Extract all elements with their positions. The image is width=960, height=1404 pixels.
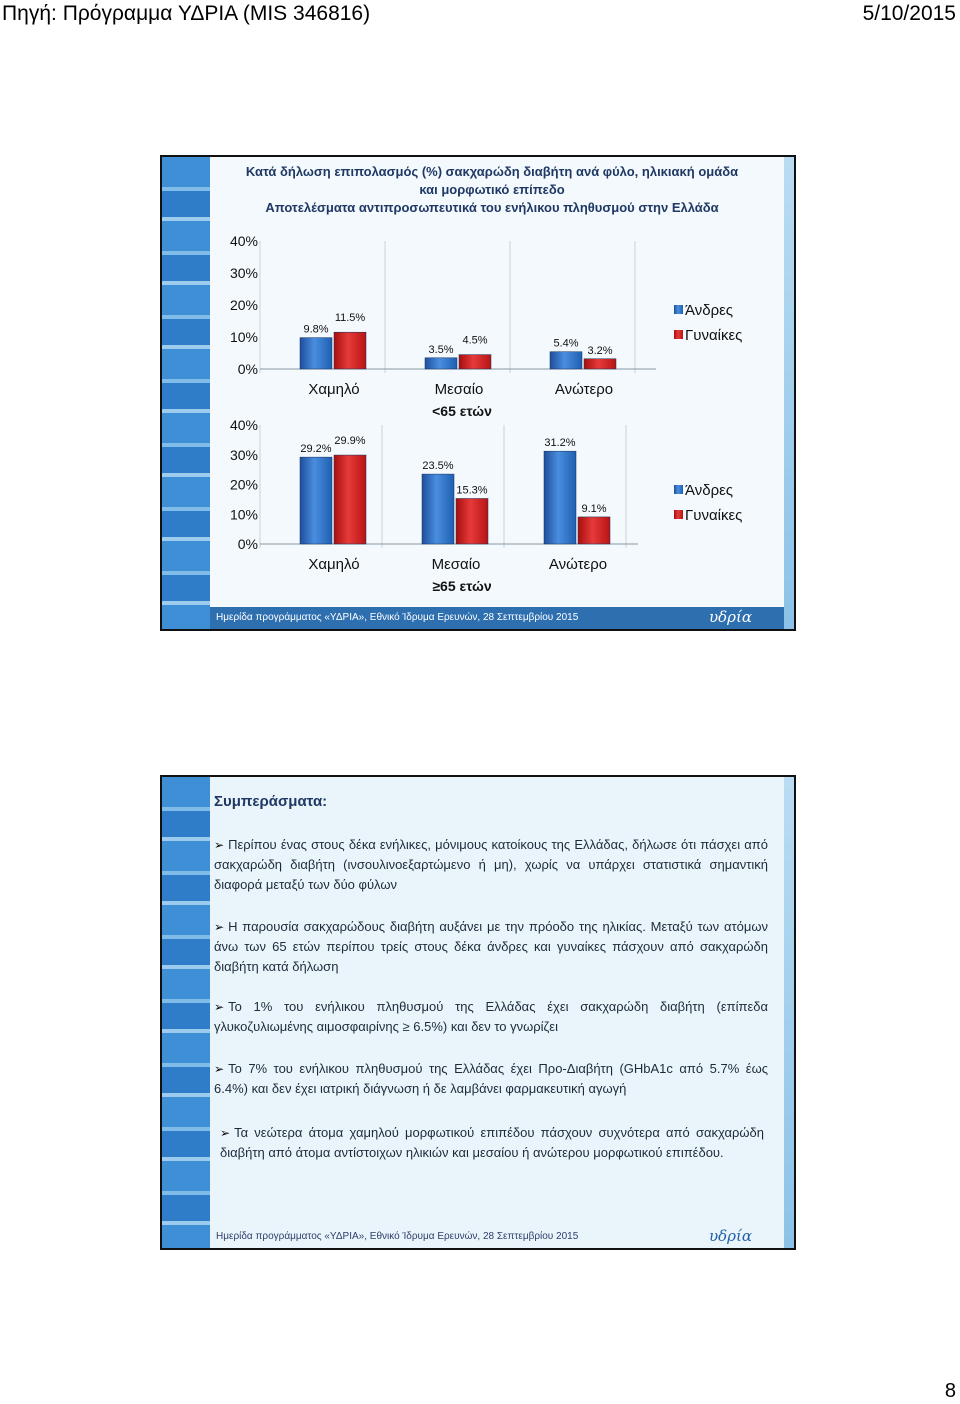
- bullet-text: Περίπου ένας στους δέκα ενήλικες, μόνιμους κατοίκους της Ελλάδας, δήλωσε ότι πάσχει από σακχαρώδη διαβήτη (ινσουλινοεξαρτώμενο ή μη), χωρίς να υπάρχει στατιστικά σημαντική διαφορά μεταξύ των δύο φύλων: [214, 837, 768, 892]
- y-tick-label: 10%: [229, 506, 258, 523]
- bullet-item: [214, 997, 768, 1037]
- y-tick-label: 30%: [229, 265, 258, 281]
- conclusions-heading: Συμπεράσματα:: [214, 793, 328, 810]
- arrow-bullet-icon: ➢: [214, 838, 225, 852]
- footer-text: Ημερίδα προγράμματος «ΥΔΡΙΑ», Εθνικό Ίδρυμα Ερευνών, 28 Σεπτεμβρίου 2015: [216, 612, 579, 623]
- legend-label: Γυναίκες: [685, 507, 743, 524]
- legend-swatch: [674, 305, 683, 314]
- bar: [550, 352, 582, 369]
- chart-slide: [160, 155, 796, 631]
- title-line-1: Κατά δήλωση επιπολασμός (%) σακχαρώδη διαβήτη ανά φύλο, ηλικιακή ομάδα: [245, 164, 739, 179]
- category-label: Χαμηλό: [308, 381, 360, 398]
- y-tick-label: 40%: [229, 233, 258, 249]
- y-tick-label: 30%: [229, 446, 258, 463]
- bar: [422, 474, 454, 544]
- category-label: Μεσαίο: [431, 556, 481, 573]
- group-label: <65 ετών: [432, 403, 492, 419]
- arrow-bullet-icon: ➢: [220, 1126, 231, 1140]
- bar: [459, 355, 491, 369]
- data-label: 5.4%: [553, 337, 579, 350]
- legend-label: Άνδρες: [685, 482, 734, 499]
- data-label: 9.8%: [303, 323, 329, 336]
- title-line-2: και μορφωτικό επίπεδο: [419, 182, 565, 197]
- data-label: 31.2%: [544, 437, 576, 450]
- bar: [334, 332, 366, 369]
- data-label: 11.5%: [334, 312, 366, 325]
- bullet-item: [214, 917, 768, 976]
- arrow-bullet-icon: ➢: [214, 1062, 225, 1076]
- data-label: 29.9%: [334, 435, 366, 448]
- bar: [300, 338, 332, 369]
- bullet-item: [214, 835, 768, 894]
- data-label: 23.5%: [422, 460, 454, 473]
- decorative-strip: [162, 777, 210, 1248]
- bullet-text: Το 1% του ενήλικου πληθυσμού της Ελλάδας έχει σακχαρώδη διαβήτη (επίπεδα γλυκοζυλιωμένης αιμοσφαιρίνης ≥ 6.5%) και δεν το γνωρίζει: [214, 999, 768, 1035]
- legend-swatch: [674, 485, 683, 494]
- ydria-logo: υδρία: [709, 608, 752, 626]
- bar: [544, 451, 576, 544]
- data-label: 3.5%: [428, 343, 454, 356]
- bar: [584, 359, 616, 369]
- data-label: 15.3%: [456, 484, 488, 497]
- bullet-item: [214, 1059, 768, 1099]
- conclusions-slide: [160, 775, 796, 1250]
- footer-text: Ημερίδα προγράμματος «ΥΔΡΙΑ», Εθνικό Ίδρυμα Ερευνών, 28 Σεπτεμβρίου 2015: [216, 1231, 579, 1242]
- data-label: 29.2%: [300, 443, 332, 456]
- y-tick-label: 40%: [229, 417, 258, 433]
- data-label: 3.2%: [587, 344, 613, 357]
- page-header: [0, 0, 960, 30]
- arrow-bullet-icon: ➢: [214, 1000, 225, 1014]
- bar: [425, 358, 457, 369]
- bullet-text: Το 7% του ενήλικου πληθυσμού της Ελλάδας έχει Προ-Διαβήτη (GHbA1c από 5.7% έως 6.4%) και δεν έχει ιατρική διάγνωση ή δε λαμβάνει φαρμακευτική αγωγή: [214, 1061, 768, 1097]
- bullet-text: Η παρουσία σακχαρώδους διαβήτη αυξάνει με την πρόοδο της ηλικίας. Μεταξύ των ατόμων άνω των 65 ετών περίπου τρείς στους δέκα άνδρες και γυναίκες πάσχουν από σακχαρώδη διαβήτη κατά δήλωση: [214, 919, 768, 974]
- bar: [300, 457, 332, 544]
- y-tick-label: 10%: [229, 329, 258, 345]
- y-tick-label: 0%: [237, 361, 258, 377]
- bar: [334, 455, 366, 544]
- category-label: Μεσαίο: [434, 381, 484, 398]
- data-label: 9.1%: [581, 502, 607, 515]
- arrow-bullet-icon: ➢: [214, 920, 225, 934]
- date-label: 5/10/2015: [862, 2, 956, 25]
- bullet-item: [220, 1123, 764, 1163]
- y-tick-label: 20%: [229, 297, 258, 313]
- source-label: Πηγή: Πρόγραμμα ΥΔΡΙΑ (MIS 346816): [2, 2, 371, 25]
- group-label: ≥65 ετών: [432, 578, 492, 594]
- bar: [578, 517, 610, 544]
- decorative-strip-right: [784, 777, 794, 1248]
- legend-swatch: [674, 510, 683, 519]
- legend-swatch: [674, 330, 683, 339]
- ydria-logo: υδρία: [709, 1227, 752, 1245]
- y-tick-label: 20%: [229, 476, 258, 493]
- legend-label: Γυναίκες: [685, 327, 743, 344]
- bar-charts: [162, 157, 796, 631]
- category-label: Ανώτερο: [548, 556, 608, 573]
- slide-footer: [210, 607, 784, 629]
- page-number: 8: [944, 1380, 956, 1402]
- category-label: Ανώτερο: [554, 381, 614, 398]
- slide-footer: [210, 1226, 784, 1248]
- title-line-3: Αποτελέσματα αντιπροσωπευτικά του ενήλικου πληθυσμού στην Ελλάδα: [265, 200, 719, 215]
- legend-label: Άνδρες: [685, 302, 734, 319]
- bullet-text: Τα νεώτερα άτομα χαμηλού μορφωτικού επιπέδου πάσχουν συχνότερα από σακχαρώδη διαβήτη από άτομα αντίστοιχων ηλικιών και μεσαίου ή ανώτερου μορφωτικού επιπέδου.: [220, 1125, 764, 1161]
- data-label: 4.5%: [462, 334, 488, 347]
- bar: [456, 498, 488, 544]
- category-label: Χαμηλό: [308, 556, 360, 573]
- y-tick-label: 0%: [237, 536, 258, 552]
